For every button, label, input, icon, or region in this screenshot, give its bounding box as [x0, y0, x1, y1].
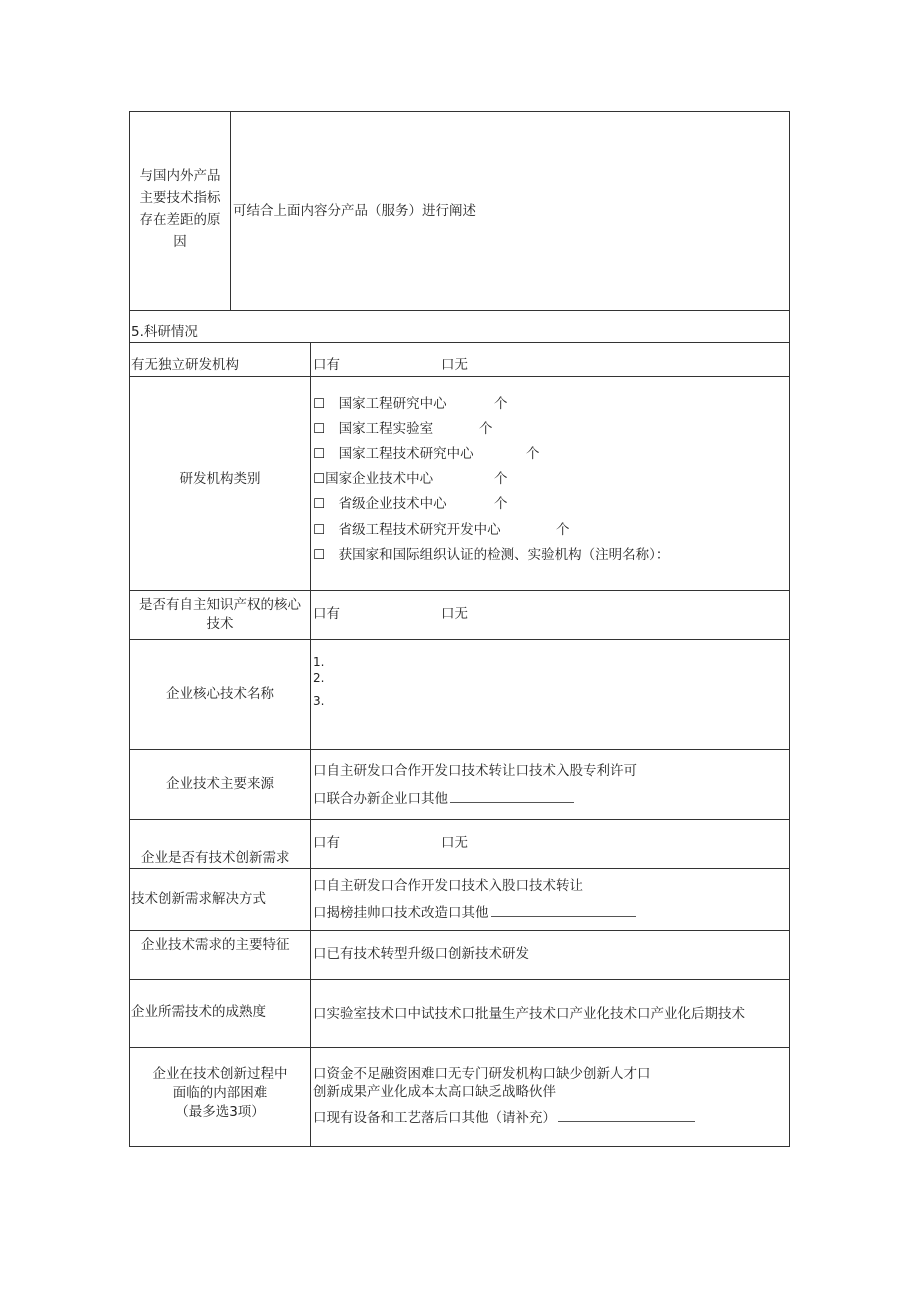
rd-types-label: 研发机构类别 — [179, 471, 261, 487]
tech-source-options-line-1[interactable]: 口自主研发口合作开发口技术转让口技术入股专利许可 — [313, 763, 637, 779]
gap-label-line-2: 主要技术指标 — [139, 190, 221, 206]
independent-rd-label: 有无独立研发机构 — [131, 357, 239, 373]
independent-rd-no-option[interactable]: 口无 — [441, 357, 468, 373]
tech-source-options-line-2[interactable] — [313, 789, 574, 809]
row-line — [129, 930, 790, 931]
rd-type-item[interactable]: ☐ 省级工程技术研究开发中心 — [313, 522, 501, 538]
innovation-need-label: 企业是否有技术创新需求 — [141, 850, 290, 866]
innovation-need-no-option[interactable]: 口无 — [441, 835, 468, 851]
core-ip-yes-option[interactable]: 口有 — [313, 606, 340, 622]
solution-line-2-text: 口揭榜挂帅口技术改造口其他 — [313, 905, 489, 921]
gap-label — [131, 165, 229, 253]
row-line — [129, 1047, 790, 1048]
row-line — [129, 868, 790, 869]
core-ip-label-line-2: 技术 — [206, 616, 234, 632]
gap-content[interactable]: 可结合上面内容分产品（服务）进行阐述 — [233, 203, 476, 219]
rd-type-unit: 个 — [479, 421, 493, 437]
rd-type-item[interactable]: ☐ 国家工程实验室 — [313, 421, 434, 437]
innovation-need-yes-option[interactable]: 口有 — [313, 835, 340, 851]
difficulties-label — [130, 1065, 310, 1122]
maturity-label: 企业所需技术的成熟度 — [131, 1004, 266, 1020]
rd-type-unit: 个 — [494, 496, 508, 512]
row-line — [129, 376, 790, 377]
core-tech-item[interactable]: 1. — [313, 655, 325, 669]
core-tech-item[interactable]: 3. — [313, 694, 325, 708]
row-line — [129, 749, 790, 750]
rd-type-item[interactable]: ☐ 省级企业技术中心 — [313, 496, 447, 512]
core-tech-item[interactable]: 2. — [313, 671, 325, 685]
rd-type-unit: 个 — [494, 471, 508, 487]
rd-type-unit: 个 — [526, 446, 540, 462]
other-blank-field[interactable] — [558, 1108, 695, 1122]
maturity-options[interactable]: 口实验室技术口中试技术口批量生产技术口产业化技术口产业化后期技术 — [313, 1006, 745, 1022]
row-line — [129, 639, 790, 640]
demand-features-label: 企业技术需求的主要特征 — [141, 937, 290, 953]
gap-label-line-3: 存在差距的原 — [139, 212, 221, 228]
difficulties-options-line-2[interactable]: 创新成果产业化成本太高口缺乏战略伙伴 — [313, 1084, 556, 1100]
other-blank-field[interactable] — [450, 789, 574, 803]
difficulties-options-line-1[interactable]: 口资金不足融资困难口无专门研发机构口缺少创新人才口 — [313, 1066, 651, 1082]
core-ip-no-option[interactable]: 口无 — [441, 606, 468, 622]
tech-source-line-2-text: 口联合办新企业口其他 — [313, 791, 448, 807]
solution-options-line-1[interactable]: 口自主研发口合作开发口技术入股口技术转让 — [313, 878, 583, 894]
row-line — [129, 819, 790, 820]
difficulties-label-line-1: 企业在技术创新过程中 — [152, 1066, 288, 1082]
difficulties-label-line-3: （最多选3项） — [175, 1104, 265, 1120]
other-blank-field[interactable] — [491, 903, 636, 917]
solution-options-line-2[interactable] — [313, 903, 636, 923]
independent-rd-yes-option[interactable]: 口有 — [313, 357, 340, 373]
column-divider — [310, 342, 311, 1146]
core-ip-label-line-1: 是否有自主知识产权的核心 — [139, 597, 301, 613]
rd-type-unit: 个 — [494, 396, 508, 412]
rd-type-item[interactable]: ☐ 获国家和国际组织认证的检测、实验机构（注明名称）： — [313, 547, 670, 563]
core-ip-label — [130, 596, 310, 634]
gap-divider — [230, 111, 231, 310]
demand-features-options[interactable]: 口已有技术转型升级口创新技术研发 — [313, 946, 529, 962]
row-line — [129, 979, 790, 980]
gap-label-line-4: 因 — [173, 234, 187, 250]
difficulties-options-line-3[interactable] — [313, 1108, 695, 1128]
difficulties-line-3-text: 口现有设备和工艺落后口其他（请补充） — [313, 1110, 556, 1126]
row-line — [129, 342, 790, 343]
row-line — [129, 590, 790, 591]
solution-label: 技术创新需求解决方式 — [131, 891, 266, 907]
difficulties-label-line-2: 面临的内部困难 — [172, 1085, 268, 1101]
rd-type-item[interactable]: ☐国家企业技术中心 — [313, 471, 434, 487]
tech-source-label: 企业技术主要来源 — [166, 776, 274, 792]
gap-label-line-1: 与国内外产品 — [139, 168, 221, 184]
rd-type-unit: 个 — [556, 522, 570, 538]
section-title: 5.科研情况 — [131, 324, 198, 340]
rd-type-item[interactable]: ☐ 国家工程研究中心 — [313, 396, 447, 412]
rd-type-item[interactable]: ☐ 国家工程技术研究中心 — [313, 446, 474, 462]
core-tech-label: 企业核心技术名称 — [166, 686, 274, 702]
